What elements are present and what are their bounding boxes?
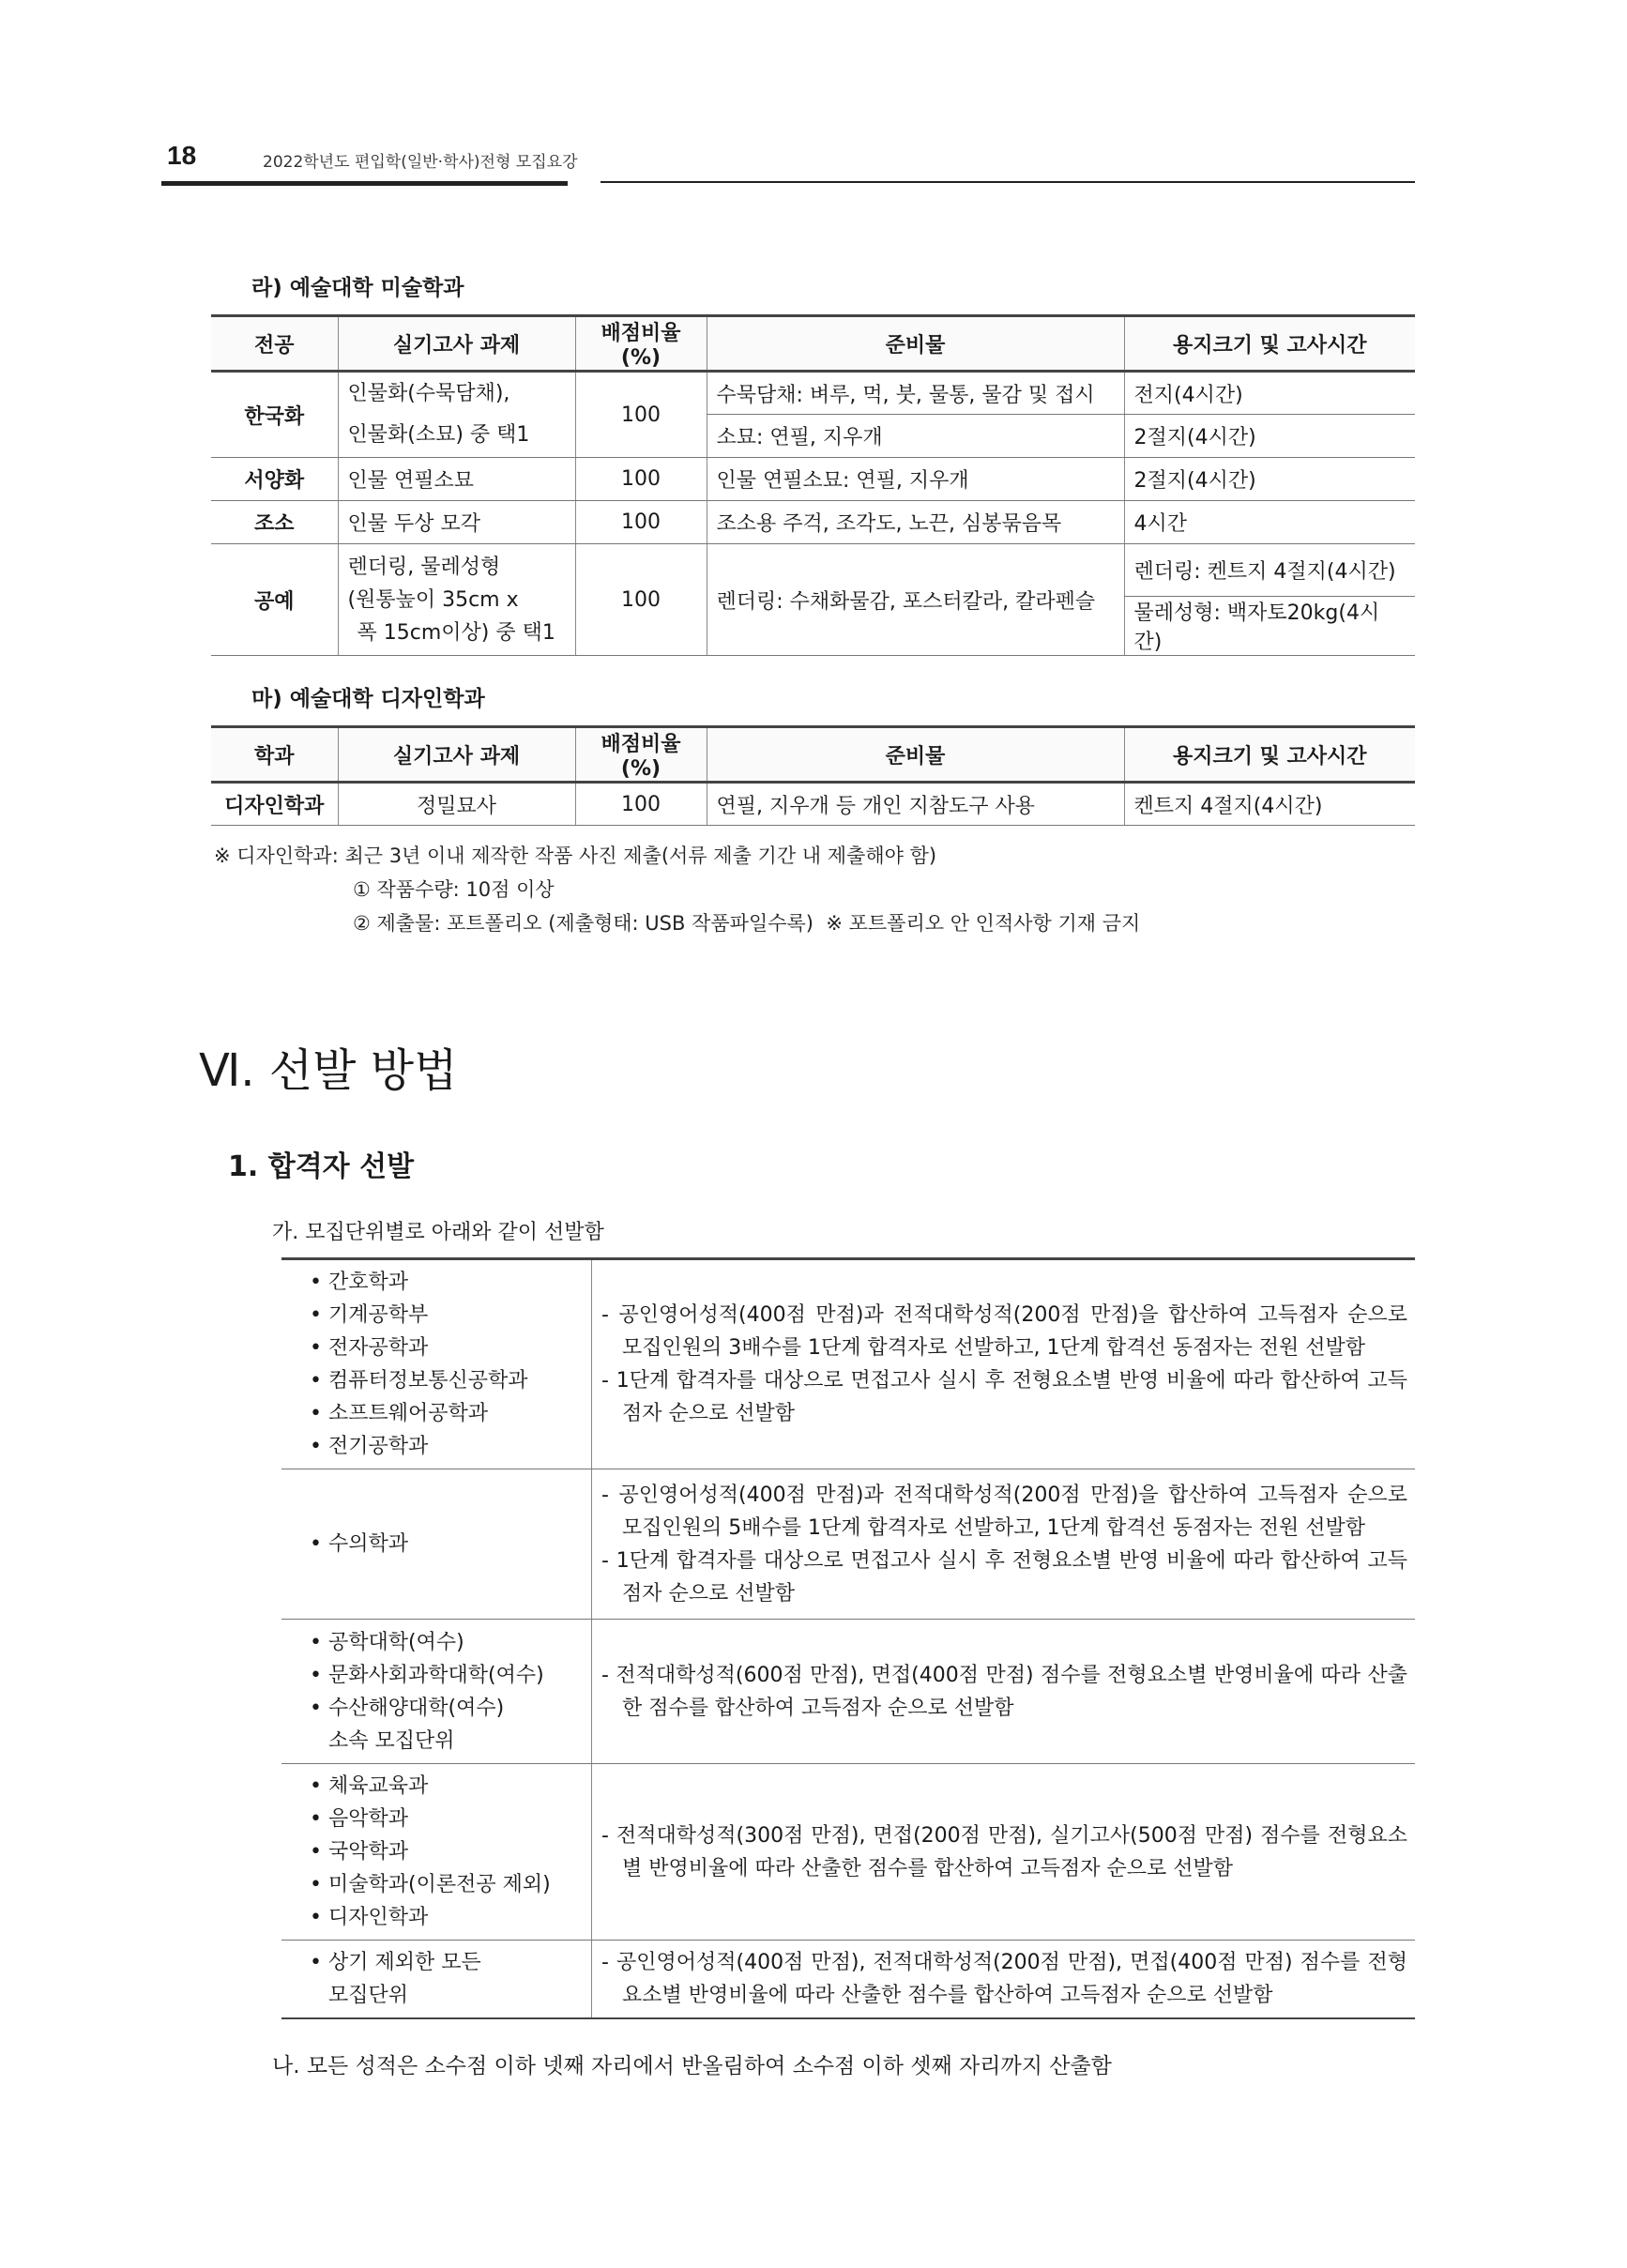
- art-dept-heading: 라) 예술대학 미술학과: [251, 276, 464, 300]
- paper-korean-painting-2: 2절지(4시간): [1124, 415, 1415, 458]
- design-note-item-1: ① 작품수량: 10점 이상: [353, 878, 555, 901]
- unit-item: • 음악학과: [310, 1807, 409, 1831]
- unit-item-tail: 모집단위: [328, 1984, 409, 2007]
- method-item: - 1단계 합격자를 대상으로 면접고사 실시 후 전형요소별 반영 비율에 따라 합산하여 고득점자 순으로 선발함: [601, 1369, 1407, 1425]
- units-cell: [281, 1469, 592, 1620]
- unit-item: • 컴퓨터정보통신공학과: [310, 1369, 528, 1393]
- col-prep: 준비물: [707, 727, 1124, 783]
- header-rule: [161, 181, 568, 186]
- major-korean-painting: 한국화: [211, 372, 338, 458]
- task-line: 폭 15cm이상) 중 택1: [357, 620, 555, 645]
- paper-korean-painting-1: 전지(4시간): [1124, 372, 1415, 415]
- prep-sculpture: 조소용 주걱, 조각도, 노끈, 심봉묶음목: [707, 501, 1124, 544]
- units-cell: [281, 1620, 592, 1764]
- unit-item: • 상기 제외한 모든: [310, 1951, 481, 1974]
- method-cell: [592, 1469, 1416, 1620]
- unit-item: • 문화사회과학대학(여수): [310, 1663, 544, 1687]
- task-korean-painting: [338, 372, 575, 458]
- header-rule-thin: [601, 181, 1415, 183]
- selection-method-table: [281, 1257, 1415, 2019]
- score-sculpture: 100: [575, 501, 707, 544]
- prep-korean-painting-2: 소묘: 연필, 지우개: [707, 415, 1124, 458]
- unit-item: • 전기공학과: [310, 1435, 429, 1458]
- method-cell: [592, 1620, 1416, 1764]
- method-item: - 1단계 합격자를 대상으로 면접고사 실시 후 전형요소별 반영 비율에 따라 합산하여 고득점자 순으로 선발함: [601, 1548, 1407, 1606]
- method-cell: [592, 1259, 1416, 1469]
- method-cell: [592, 1941, 1416, 2019]
- col-major: 전공: [211, 316, 338, 372]
- unit-item: • 체육교육과: [310, 1774, 429, 1798]
- method-item: - 전적대학성적(300점 만점), 면접(200점 만점), 실기고사(500점 만점) 점수를 전형요소별 반영비율에 따라 산출한 점수를 합산하여 고득점자 순으로 선발함: [601, 1823, 1407, 1880]
- unit-item: • 전자공학과: [310, 1336, 429, 1360]
- prep-western-painting: 인물 연필소묘: 연필, 지우개: [707, 458, 1124, 501]
- dept-design: 디자인학과: [211, 783, 338, 826]
- section-title: Ⅵ. 선발 방법: [199, 1044, 458, 1097]
- subsection-title: 1. 합격자 선발: [228, 1150, 415, 1183]
- paper-sculpture: 4시간: [1124, 501, 1415, 544]
- unit-item: • 기계공학부: [310, 1303, 429, 1327]
- task-line: 인물화(소묘) 중 택1: [347, 423, 530, 447]
- score-korean-painting: 100: [575, 372, 707, 458]
- unit-item: • 미술학과(이론전공 제외): [310, 1873, 551, 1896]
- col-task: 실기고사 과제: [338, 316, 575, 372]
- unit-item-tail: 소속 모집단위: [328, 1728, 455, 1753]
- unit-item: • 공학대학(여수): [310, 1630, 464, 1654]
- task-design: 정밀묘사: [338, 783, 575, 826]
- col-paper: 용지크기 및 고사시간: [1124, 727, 1415, 783]
- unit-item: • 국악학과: [310, 1840, 409, 1864]
- method-item: - 공인영어성적(400점 만점)과 전적대학성적(200점 만점)을 합산하여 고득점자 순으로 모집인원의 5배수를 1단계 합격자로 선발하고, 1단계 합격선 동점자는 전원 선발함: [601, 1483, 1407, 1540]
- method-item: - 공인영어성적(400점 만점), 전적대학성적(200점 만점), 면접(400점 만점) 점수를 전형요소별 반영비율에 따라 산출한 점수를 합산하여 고득점자 순으로 선발함: [601, 1951, 1407, 2007]
- unit-item: • 소프트웨어공학과: [310, 1402, 489, 1425]
- art-dept-table: [211, 314, 1415, 656]
- col-dept: 학과: [211, 727, 338, 783]
- method-item: - 공인영어성적(400점 만점)과 전적대학성적(200점 만점)을 합산하여 고득점자 순으로 모집인원의 3배수를 1단계 합격자로 선발하고, 1단계 합격선 동점자는 전원 선발함: [601, 1303, 1407, 1360]
- unit-item: • 디자인학과: [310, 1906, 429, 1929]
- design-note: ※ 디자인학과: 최근 3년 이내 제작한 작품 사진 제출(서류 제출 기간 내 제출해야 함): [214, 845, 937, 867]
- task-line: 인물화(수묵담채),: [347, 382, 510, 405]
- units-cell: [281, 1764, 592, 1941]
- paper-western-painting: 2절지(4시간): [1124, 458, 1415, 501]
- task-line: (원통높이 35cm x: [347, 587, 519, 612]
- task-line: 렌더링, 물레성형: [347, 555, 501, 579]
- major-crafts: 공예: [211, 544, 338, 656]
- unit-item: • 수산해양대학(여수): [310, 1696, 505, 1720]
- paper-crafts-2: 물레성형: 백자토20kg(4시간): [1124, 597, 1415, 656]
- unit-item: • 수의학과: [310, 1532, 409, 1556]
- paper-design: 켄트지 4절지(4시간): [1124, 783, 1415, 826]
- task-western-painting: 인물 연필소묘: [338, 458, 575, 501]
- method-cell: [592, 1764, 1416, 1941]
- item-na: 나. 모든 성적은 소수점 이하 넷째 자리에서 반올림하여 소수점 이하 셋째 자리까지 산출함: [272, 2054, 1112, 2078]
- task-sculpture: 인물 두상 모각: [338, 501, 575, 544]
- score-western-painting: 100: [575, 458, 707, 501]
- units-cell: [281, 1259, 592, 1469]
- score-crafts: 100: [575, 544, 707, 656]
- units-cell: [281, 1941, 592, 2019]
- major-western-painting: 서양화: [211, 458, 338, 501]
- task-crafts: [338, 544, 575, 656]
- col-paper: 용지크기 및 고사시간: [1124, 316, 1415, 372]
- page-number: 18: [167, 141, 197, 170]
- design-note-item-2: ② 제출물: 포트폴리오 (제출형태: USB 작품파일수록) ※ 포트폴리오 안 인적사항 기재 금지: [353, 912, 1141, 935]
- design-dept-heading: 마) 예술대학 디자인학과: [251, 687, 485, 711]
- score-design: 100: [575, 783, 707, 826]
- major-sculpture: 조소: [211, 501, 338, 544]
- prep-design: 연필, 지우개 등 개인 지참도구 사용: [707, 783, 1124, 826]
- method-item: - 전적대학성적(600점 만점), 면접(400점 만점) 점수를 전형요소별 반영비율에 따라 산출한 점수를 합산하여 고득점자 순으로 선발함: [601, 1663, 1407, 1720]
- document-title: 2022학년도 편입학(일반·학사)전형 모집요강: [263, 153, 578, 172]
- unit-item: • 간호학과: [310, 1271, 409, 1294]
- col-task: 실기고사 과제: [338, 727, 575, 783]
- col-prep: 준비물: [707, 316, 1124, 372]
- prep-crafts: 렌더링: 수채화물감, 포스터칼라, 칼라펜슬: [707, 544, 1124, 656]
- prep-korean-painting-1: 수묵담채: 벼루, 먹, 붓, 물통, 물감 및 접시: [707, 372, 1124, 415]
- paper-crafts-1: 렌더링: 켄트지 4절지(4시간): [1124, 544, 1415, 597]
- item-ga: 가. 모집단위별로 아래와 같이 선발함: [272, 1221, 604, 1244]
- design-dept-table: [211, 725, 1415, 826]
- col-score: 배점비율(%): [575, 727, 707, 783]
- col-score: 배점비율(%): [575, 316, 707, 372]
